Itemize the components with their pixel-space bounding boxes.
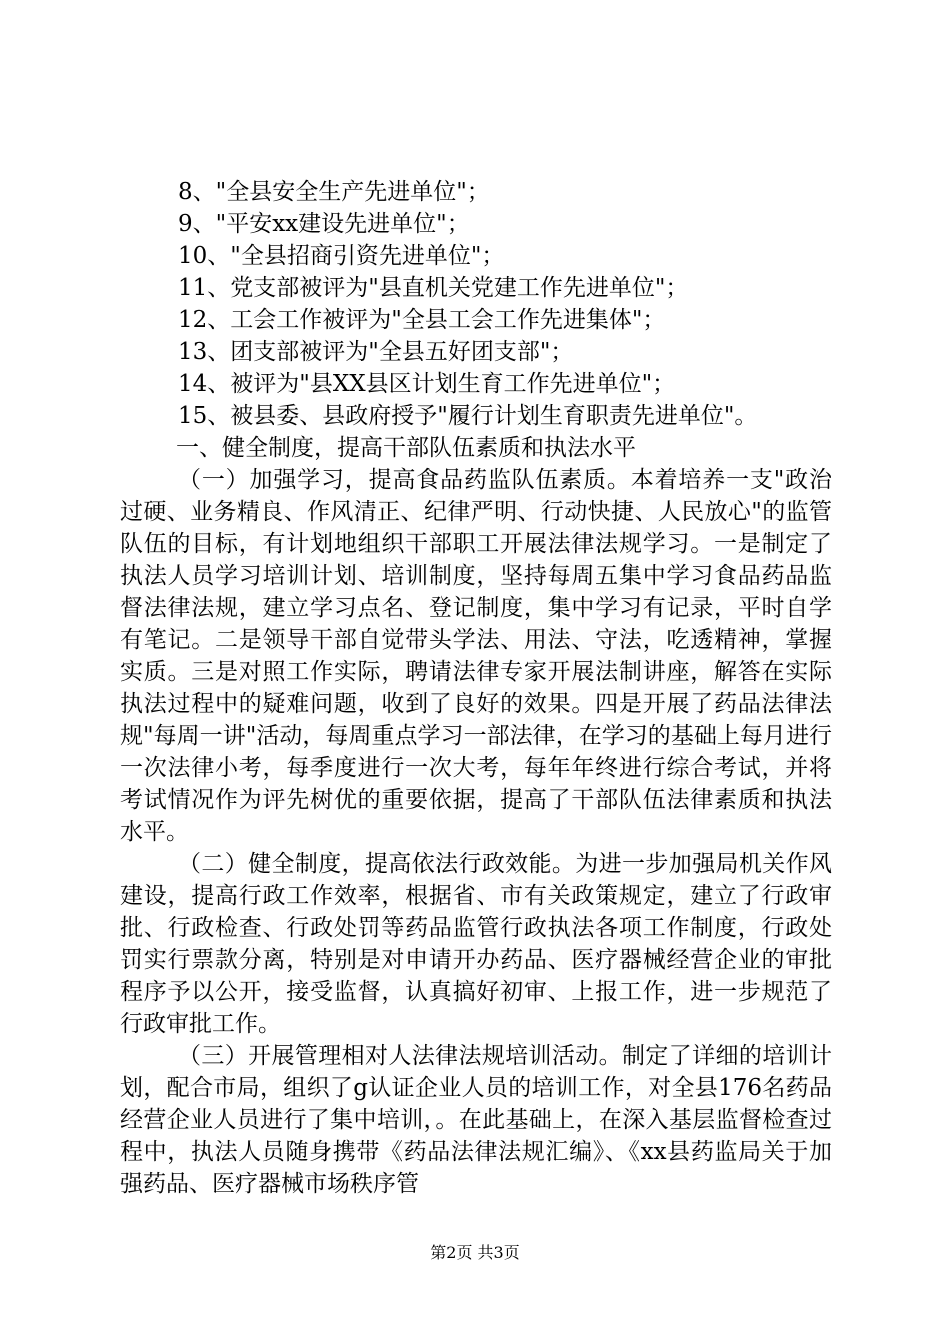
paragraph-study: （一）加强学习，提高食品药监队伍素质。本着培养一支"政治过硬、业务精良、作风清正、纪律严明、行动快捷、人民放心"的监管队伍的目标，有计划地组织干部职工开展法律法规学习。一是制定了执法人员学习培训计划、培训制度，坚持每周五集中学习食品药品监督法律法规，建立学习点名、登记制度，集中学习有记录，平时自学有笔记。二是领导干部自觉带头学法、用法、守法，吃透精神，掌握实质。三是对照工作实际，聘请法律专家开展法制讲座，解答在实际执法过程中的疑难问题，收到了良好的效果。四是开展了药品法律法规"每周一讲"活动，每周重点学习一部法律，在学习的基础上每月进行一次法律小考，每季度进行一次大考，每年年终进行综合考试，并将考试情况作为评先树优的重要依据，提高了干部队伍法律素质和执法水平。 — [120, 467, 832, 845]
list-item: 10、"全县招商引资先进单位"； — [178, 243, 505, 269]
page-footer: 第2页 共3页 — [430, 1243, 520, 1262]
paragraph-system: （二）健全制度，提高依法行政效能。为进一步加强局机关作风建设，提高行政工作效率，根据省、市有关政策规定，建立了行政审批、行政检查、行政处罚等药品监管行政执法各项工作制度，行政处罚实行票款分离，特别是对申请开办药品、医疗器械经营企业的审批程序予以公开，接受监督，认真搞好初审、上报工作，进一步规范了行政审批工作。 — [120, 851, 832, 1037]
list-item: 8、"全县安全生产先进单位"； — [178, 179, 490, 205]
list-item: 14、被评为"县XX县区计划生育工作先进单位"； — [178, 371, 676, 397]
list-item: 12、工会工作被评为"全县工会工作先进集体"； — [178, 307, 666, 333]
paragraph-training: （三）开展管理相对人法律法规培训活动。制定了详细的培训计划，配合市局，组织了g认证企业人员的培训工作，对全县176名药品经营企业人员进行了集中培训，。在此基础上，在深入基层监督检查过程中，执法人员随身携带《药品法律法规汇编》、《xx县药监局关于加强药品、医疗器械市场秩序管 — [120, 1043, 832, 1197]
list-item: 11、党支部被评为"县直机关党建工作先进单位"； — [178, 275, 689, 301]
list-item: 15、被县委、县政府授予"履行计划生育职责先进单位"。 — [178, 403, 758, 429]
list-item: 13、团支部被评为"全县五好团支部"； — [178, 339, 574, 365]
honors-list — [178, 176, 838, 432]
section-heading: 一、健全制度，提高干部队伍素质和执法水平 — [176, 435, 636, 461]
list-item: 9、"平安xx建设先进单位"； — [178, 211, 470, 237]
document-body — [120, 432, 832, 1200]
